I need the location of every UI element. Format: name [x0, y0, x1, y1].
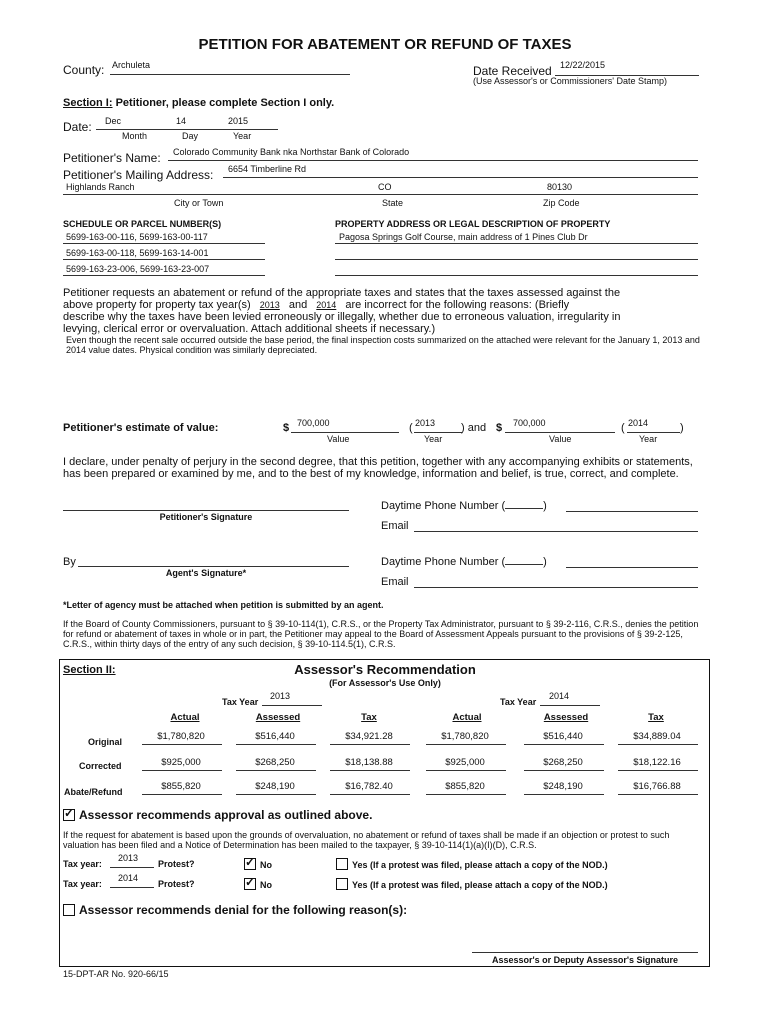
property-heading: PROPERTY ADDRESS OR LEGAL DESCRIPTION OF PROPERTY: [335, 219, 611, 229]
assessor-signature-caption: Assessor's or Deputy Assessor's Signature: [491, 955, 679, 965]
section1-heading: Section I: Petitioner, please complete Section I only.: [63, 97, 335, 109]
date-received-value[interactable]: 12/22/2015: [560, 60, 606, 70]
county-value[interactable]: Archuleta: [112, 60, 151, 70]
protest-year-1[interactable]: 2013: [118, 853, 139, 863]
table-cell[interactable]: $925,000: [161, 757, 201, 768]
date-label: Date:: [63, 120, 92, 134]
protest-label: Protest?: [158, 879, 195, 889]
year-caption: Year: [424, 434, 443, 444]
date-stamp-note: (Use Assessor's or Commissioners' Date Stamp): [473, 76, 667, 86]
tax-year-label: Tax Year: [500, 697, 537, 707]
year-caption: Year: [639, 434, 658, 444]
date-year[interactable]: 2015: [228, 116, 249, 126]
parcel-row[interactable]: 5699-163-23-006, 5699-163-23-007: [66, 264, 210, 274]
table-cell[interactable]: $34,889.04: [633, 731, 681, 742]
estimate-label: Petitioner's estimate of value:: [63, 422, 219, 434]
table-cell[interactable]: $16,766.88: [633, 781, 681, 792]
parcel-row[interactable]: 5699-163-00-118, 5699-163-14-001: [66, 248, 209, 258]
estimate-year-1[interactable]: 2013: [415, 418, 436, 428]
phone-label: Daytime Phone Number ( ): [381, 500, 547, 512]
table-cell[interactable]: $16,782.40: [345, 781, 393, 792]
approval-row: ✓Assessor recommends approval as outlined above.: [63, 808, 372, 822]
denial-checkbox[interactable]: [63, 904, 75, 916]
agent-signature-caption: Agent's Signature*: [165, 568, 247, 578]
request-text: Petitioner requests an abatement or refund of the appropriate taxes and states that the taxes assessed against the above property for property tax year(s) 2013 and 2014 are incorrect for the following reasons: (Briefly describe why the taxes have been levied erroneously or illegally, whether due to erroneous valuation, irregularity in levying, clerical error or overvaluation. Attach additional sheets if necessary.): [63, 287, 621, 335]
protest-no-checkbox[interactable]: [244, 858, 256, 870]
estimate-and: ) and: [461, 422, 487, 434]
request-year-1[interactable]: 2013: [259, 300, 280, 310]
table-cell[interactable]: $268,250: [255, 757, 295, 768]
petitioner-signature-caption: Petitioner's Signature: [159, 512, 253, 522]
month-caption: Month: [122, 131, 148, 141]
page-title: PETITION FOR ABATEMENT OR REFUND OF TAXES: [198, 36, 572, 53]
estimate-value-1[interactable]: 700,000: [297, 418, 330, 428]
table-cell[interactable]: $248,190: [255, 781, 295, 792]
form-number: 15-DPT-AR No. 920-66/15: [63, 969, 169, 979]
date-received-label: Date Received: [473, 64, 552, 78]
city-caption: City or Town: [174, 198, 224, 208]
tax-year-2[interactable]: 2014: [549, 691, 570, 701]
date-month[interactable]: Dec: [105, 116, 122, 126]
email-label: Email: [381, 520, 409, 532]
zip-caption: Zip Code: [543, 198, 580, 208]
petitioner-name[interactable]: Colorado Community Bank nka Northstar Bank of Colorado: [173, 147, 410, 157]
table-cell[interactable]: $855,820: [161, 781, 201, 792]
denial-row: Assessor recommends denial for the following reason(s):: [63, 903, 407, 917]
row-label-original: Original: [88, 737, 123, 747]
zip[interactable]: 80130: [547, 182, 573, 192]
tax-year-label: Tax year:: [63, 879, 102, 889]
table-cell[interactable]: $855,820: [445, 781, 485, 792]
email-label: Email: [381, 576, 409, 588]
table-cell[interactable]: $925,000: [445, 757, 485, 768]
row-label-abate: Abate/Refund: [64, 787, 123, 797]
reason-text[interactable]: Even though the recent sale occurred outside the base period, the final inspection costs summarized on the attached were relevant for the January 1, 2013 and 2014 value dates. Physical condition was similarly depreciated.: [66, 335, 700, 356]
protest-yes-checkbox[interactable]: [336, 878, 348, 890]
tax-year-label: Tax Year: [222, 697, 259, 707]
mailing-address[interactable]: 6654 Timberline Rd: [228, 164, 307, 174]
table-cell[interactable]: $18,122.16: [633, 757, 681, 768]
protest-yes-checkbox[interactable]: [336, 858, 348, 870]
schedule-heading: SCHEDULE OR PARCEL NUMBER(S): [63, 219, 222, 229]
section2-heading: Section II:: [63, 664, 116, 676]
table-cell[interactable]: $1,780,820: [441, 731, 489, 742]
year-caption: Year: [233, 131, 252, 141]
address-label: Petitioner's Mailing Address:: [63, 168, 214, 182]
approval-checkbox[interactable]: [63, 809, 75, 821]
parcel-row[interactable]: 5699-163-00-116, 5699-163-00-117: [66, 232, 208, 242]
table-cell[interactable]: $18,138.88: [345, 757, 393, 768]
column-header: Actual: [452, 712, 482, 723]
phone-label: Daytime Phone Number ( ): [381, 556, 547, 568]
table-cell[interactable]: $268,250: [543, 757, 583, 768]
value-caption: Value: [327, 434, 350, 444]
column-header: Tax: [361, 712, 377, 723]
protest-year-2[interactable]: 2014: [118, 873, 139, 883]
estimate-value-2[interactable]: 700,000: [513, 418, 546, 428]
day-caption: Day: [182, 131, 199, 141]
state[interactable]: CO: [378, 182, 392, 192]
name-label: Petitioner's Name:: [63, 151, 161, 165]
row-label-corrected: Corrected: [79, 761, 122, 771]
county-label: County:: [63, 63, 105, 77]
agency-note: *Letter of agency must be attached when petition is submitted by an agent.: [63, 600, 384, 610]
property-description[interactable]: Pagosa Springs Golf Course, main address of 1 Pines Club Dr: [339, 232, 588, 242]
tax-year-1[interactable]: 2013: [270, 691, 291, 701]
declaration-text: I declare, under penalty of perjury in the second degree, that this petition, together with any accompanying exhibits or statements, has been prepared or examined by me, and to the best of my knowledge, information and belief, is true, correct, and complete.: [63, 456, 693, 480]
table-cell[interactable]: $1,780,820: [157, 731, 205, 742]
column-header: Tax: [648, 712, 664, 723]
date-day[interactable]: 14: [176, 116, 187, 126]
appeal-text: If the Board of County Commissioners, pursuant to § 39-10-114(1), C.R.S., or the Property Tax Administrator, pursuant to § 39-2-116, C.R.S., denies the petition for refund or abatement of taxes in whole or in part, the Petitioner may appeal to the Board of Assessment Appeals pursuant to the provisions of § 39-2-125, C.R.S., within thirty days of the entry of any such decision, § 39-10-114.5(1), C.R.S.: [63, 619, 699, 650]
column-header: Actual: [170, 712, 200, 723]
section2-subtitle: (For Assessor's Use Only): [329, 678, 441, 688]
protest-label: Protest?: [158, 859, 195, 869]
city[interactable]: Highlands Ranch: [66, 182, 135, 192]
tax-year-label: Tax year:: [63, 859, 102, 869]
request-year-2[interactable]: 2014: [316, 300, 337, 310]
overvaluation-text: If the request for abatement is based upon the grounds of overvaluation, no abatement or refund of taxes shall be made if an objection or protest to such valuation has been filed and a Notice of Determination has been mailed to the taxpayer, § 39-10-114(1)(a)(I)(D), C.R.S.: [63, 830, 670, 851]
table-cell[interactable]: $34,921.28: [345, 731, 393, 742]
estimate-year-2[interactable]: 2014: [628, 418, 649, 428]
section2-title: Assessor's Recommendation: [294, 662, 476, 677]
column-header: Assessed: [255, 712, 301, 723]
column-header: Assessed: [543, 712, 589, 723]
by-label: By: [63, 556, 76, 568]
table-cell[interactable]: $248,190: [543, 781, 583, 792]
value-caption: Value: [549, 434, 572, 444]
table-cell[interactable]: $516,440: [543, 731, 583, 742]
dollar-sign: $: [283, 422, 290, 434]
protest-no-checkbox[interactable]: [244, 878, 256, 890]
state-caption: State: [382, 198, 404, 208]
table-cell[interactable]: $516,440: [255, 731, 295, 742]
